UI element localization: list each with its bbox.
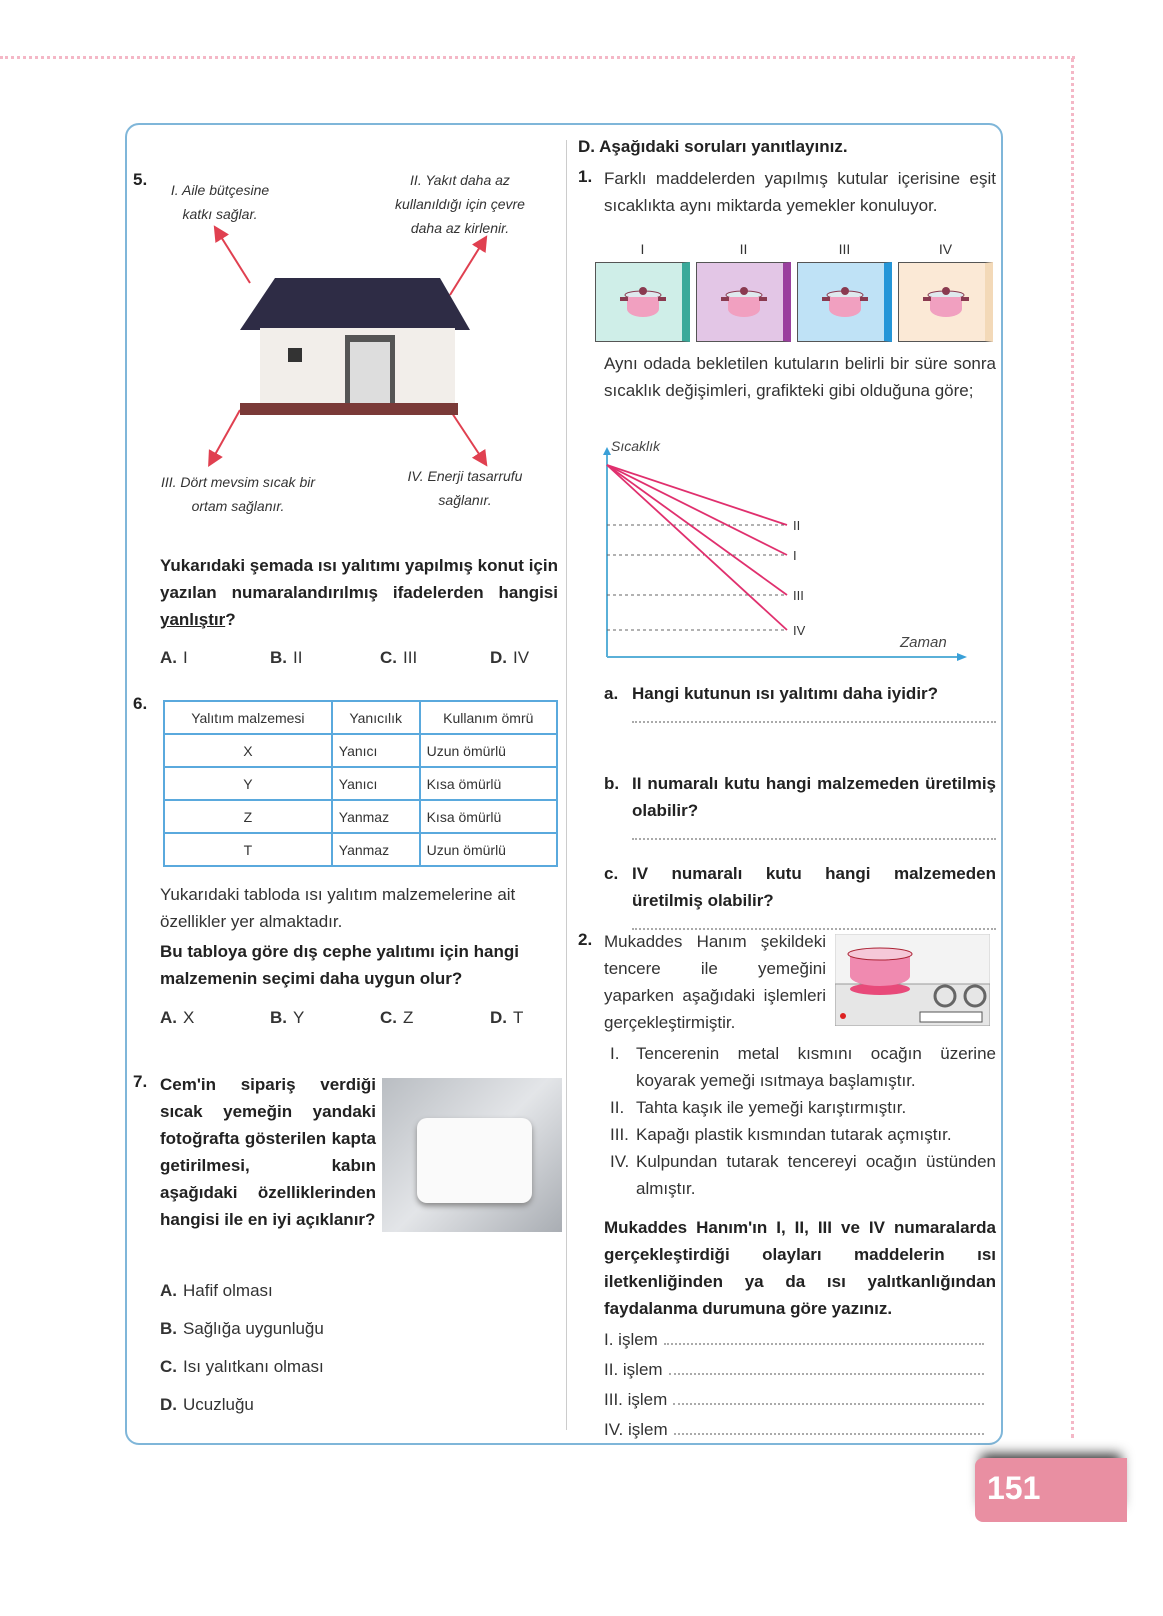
q7-option-c[interactable]: C. Isı yalıtkanı olması — [160, 1357, 324, 1376]
cell: Uzun ömürlü — [420, 833, 557, 866]
series-label: I — [793, 548, 797, 563]
page-border-right — [1071, 58, 1074, 1438]
d1-subquestions — [604, 680, 996, 950]
d2-question: Mukaddes Hanım'ın I, II, III ve IV numaralarda gerçekleştirdiği olayları maddelerin ısı iletkenliğinden ya da ısı yalıtkanlığından faydalanma durumuna göre yazınız. — [604, 1218, 996, 1318]
stove-pot-illustration — [835, 934, 990, 1026]
sub-c: c. IV numaralı kutu hangi malzemeden üretilmiş olabilir? — [604, 860, 996, 950]
answer-line[interactable] — [632, 838, 996, 840]
page-number: 151 — [975, 1458, 1127, 1522]
answer-4[interactable]: IV. işlem — [604, 1415, 984, 1445]
answer-1[interactable]: I. işlem — [604, 1325, 984, 1355]
series-line-I — [607, 465, 787, 555]
cell: Kısa ömürlü — [420, 767, 557, 800]
x-axis-label: Zaman — [900, 634, 947, 651]
y-axis-label: Sıcaklık — [611, 438, 661, 454]
q5-label-2: II. Yakıt daha az kullanıldığı için çevre daha az kirlenir. — [395, 172, 525, 236]
q7-options — [160, 1272, 324, 1424]
pot-icon — [921, 285, 971, 325]
answer-2[interactable]: II. işlem — [604, 1355, 984, 1385]
q5-question: Yukarıdaki şemada ısı yalıtımı yapılmış konut için yazılan numaralandırılmış ifadelerden hangisi yanlıştır? — [160, 556, 558, 629]
cell: Yanmaz — [332, 833, 420, 866]
d2-text: Mukaddes Hanım şekildeki tencere ile yemeğini yaparken aşağıdaki işlemleri gerçekleştirmiştir. — [604, 932, 826, 1032]
d1-text2: Aynı odada bekletilen kutuların belirli bir süre sonra sıcaklık değişimleri, grafikteki gibi olduğuna göre; — [604, 354, 996, 400]
q6-table — [163, 700, 558, 867]
house-diagram — [200, 220, 500, 470]
box-II — [696, 262, 791, 342]
box-label: II — [739, 241, 748, 257]
q7-option-d[interactable]: D. Ucuzluğu — [160, 1395, 254, 1414]
q6-option-a[interactable]: A. X — [160, 1008, 195, 1027]
y-axis-arrow — [603, 447, 611, 455]
q7-question: Cem'in sipariş verdiği sıcak yemeğin yandaki fotoğrafta gösterilen kapta getirilmesi, kabın aşağıdaki özelliklerinden hangisi ile en iyi açıklanır? — [160, 1075, 376, 1229]
header-cell: Yanıcılık — [332, 701, 420, 734]
q5-option-c[interactable]: C. III — [380, 648, 418, 667]
q7-number: 7. — [133, 1072, 148, 1091]
header-cell: Kullanım ömrü — [420, 701, 557, 734]
d2-number: 2. — [578, 930, 593, 949]
q5-option-a[interactable]: A. I — [160, 648, 188, 667]
list-item: II. Tahta kaşık ile yemeği karıştırmıştır. — [610, 1098, 907, 1117]
cell: Kısa ömürlü — [420, 800, 557, 833]
header-cell: Yalıtım malzemesi — [164, 701, 332, 734]
box-IV — [898, 262, 993, 342]
cell: X — [164, 734, 332, 767]
q6-number: 6. — [133, 694, 148, 713]
house-roof — [240, 278, 470, 330]
q6-options — [160, 1004, 560, 1031]
q6-option-b[interactable]: B. Y — [270, 1008, 305, 1027]
temperature-chart — [595, 435, 975, 670]
q5-label-3: III. Dört mevsim sıcak bir ortam sağlanır. — [160, 474, 316, 514]
series-line-II — [607, 465, 787, 525]
series-line-III — [607, 465, 787, 595]
q5-number: 5. — [133, 170, 148, 189]
pot-icon — [820, 285, 870, 325]
d2-items — [610, 1040, 996, 1202]
table-row — [164, 800, 557, 833]
series-label: II — [793, 518, 801, 533]
cell: Y — [164, 767, 332, 800]
sub-a: a. Hangi kutunun ısı yalıtımı daha iyidir? — [604, 680, 996, 770]
pot-icon — [719, 285, 769, 325]
column-divider — [566, 140, 567, 1430]
q6-option-d[interactable]: D. T — [490, 1008, 524, 1027]
section-d-title: D. Aşağıdaki soruları yanıtlayınız. — [578, 137, 848, 156]
answer-line[interactable] — [632, 721, 996, 723]
q6-option-c[interactable]: C. Z — [380, 1008, 414, 1027]
d1-text: Farklı maddelerden yapılmış kutular içerisine eşit sıcaklıkta aynı miktarda yemekler konuluyor. — [604, 169, 996, 215]
box-label: IV — [938, 241, 953, 257]
list-item: IV. Kulpundan tutarak tencereyi ocağın üstünden almıştır. — [610, 1152, 996, 1198]
x-axis-arrow — [957, 653, 967, 661]
q6-question: Bu tabloya göre dış cephe yalıtımı için hangi malzemenin seçimi daha uygun olur? — [160, 942, 519, 988]
cell: Yanıcı — [332, 767, 420, 800]
page-border-top — [0, 56, 1075, 59]
cell: Uzun ömürlü — [420, 734, 557, 767]
cell: Yanıcı — [332, 734, 420, 767]
box-III — [797, 262, 892, 342]
series-label: III — [793, 588, 804, 603]
box-label: III — [838, 241, 851, 257]
series-label: IV — [793, 623, 806, 638]
pot-icon — [618, 285, 668, 325]
q5-options — [160, 644, 560, 671]
answer-3[interactable]: III. işlem — [604, 1385, 984, 1415]
box-I — [595, 262, 690, 342]
table-header-row — [164, 701, 557, 734]
cell: Yanmaz — [332, 800, 420, 833]
series-line-IV — [607, 465, 787, 630]
cell: Z — [164, 800, 332, 833]
table-row — [164, 767, 557, 800]
sub-b: b. II numaralı kutu hangi malzemeden üretilmiş olabilir? — [604, 770, 996, 860]
q6-text: Yukarıdaki tabloda ısı yalıtım malzemelerine ait özellikler yer almaktadır. — [160, 885, 516, 931]
table-row — [164, 833, 557, 866]
table-row — [164, 734, 557, 767]
d2-answers — [604, 1325, 984, 1445]
list-item: I. Tencerenin metal kısmını ocağın üzerine koyarak yemeği ısıtmaya başlamıştır. — [610, 1044, 996, 1090]
box-label: I — [640, 241, 645, 257]
q5-option-b[interactable]: B. II — [270, 648, 303, 667]
q7-option-a[interactable]: A. Hafif olması — [160, 1281, 273, 1300]
q5-label-4: IV. Enerji tasarrufu sağlanır. — [407, 468, 523, 508]
foam-container-photo — [382, 1078, 562, 1232]
list-item: III. Kapağı plastik kısmından tutarak açmıştır. — [610, 1125, 952, 1144]
q7-option-b[interactable]: B. Sağlığa uygunluğu — [160, 1319, 324, 1338]
cell: T — [164, 833, 332, 866]
q5-option-d[interactable]: D. IV — [490, 648, 530, 667]
d1-number: 1. — [578, 167, 593, 186]
q5-label-1: I. Aile bütçesine katkı sağlar. — [170, 182, 270, 222]
